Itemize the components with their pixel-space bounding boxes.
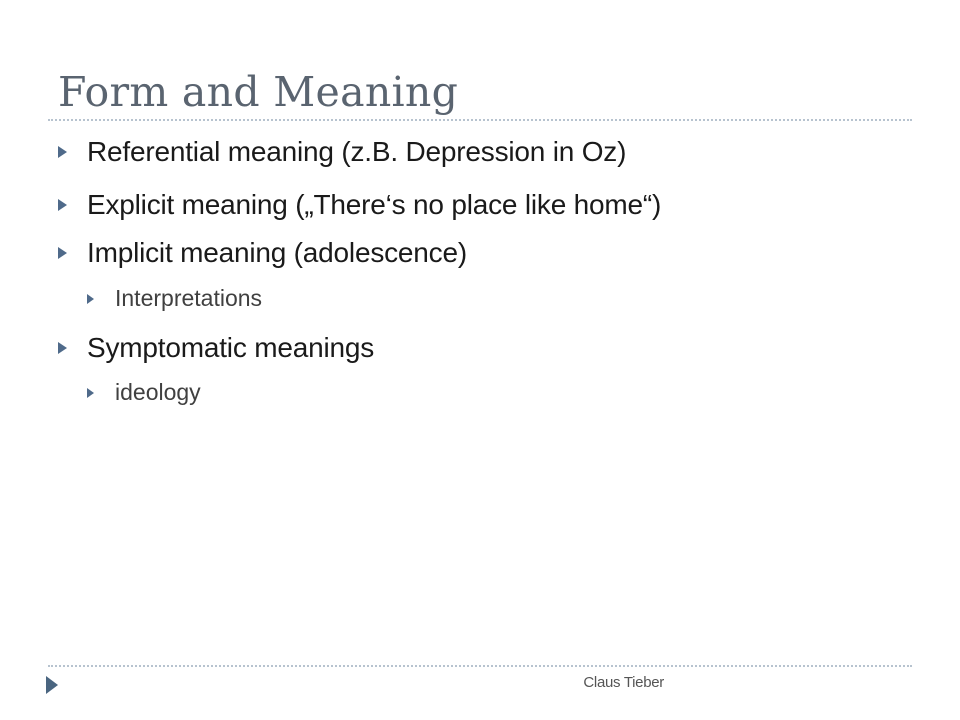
slide-title: Form and Meaning [58,68,459,116]
triangle-bullet-icon [58,146,67,158]
triangle-bullet-icon [58,199,67,211]
bullet-item-symptomatic [58,332,374,364]
sub-bullet-text: Interpretations [115,285,263,311]
footer-author: Claus Tieber [583,674,664,691]
bullet-text: Implicit meaning (adolescence) [87,237,467,268]
triangle-bullet-icon [58,342,67,354]
triangle-sub-bullet-icon [87,388,94,398]
triangle-bullet-icon [58,247,67,259]
bullet-text: Referential meaning (z.B. Depression in Oz) [87,136,627,167]
bullet-item-referential [58,136,626,168]
footer-divider [48,665,912,667]
bullet-item-implicit [58,237,467,269]
bullet-item-explicit [58,189,661,221]
footer-arrow-icon [46,676,58,694]
bullet-text: Explicit meaning („There‘s no place like home“) [87,189,662,220]
bullet-text: Symptomatic meanings [87,332,375,363]
sub-bullet-item-interpretations [87,285,262,312]
triangle-sub-bullet-icon [87,294,94,304]
sub-bullet-item-ideology [87,379,201,406]
sub-bullet-text: ideology [115,379,201,405]
